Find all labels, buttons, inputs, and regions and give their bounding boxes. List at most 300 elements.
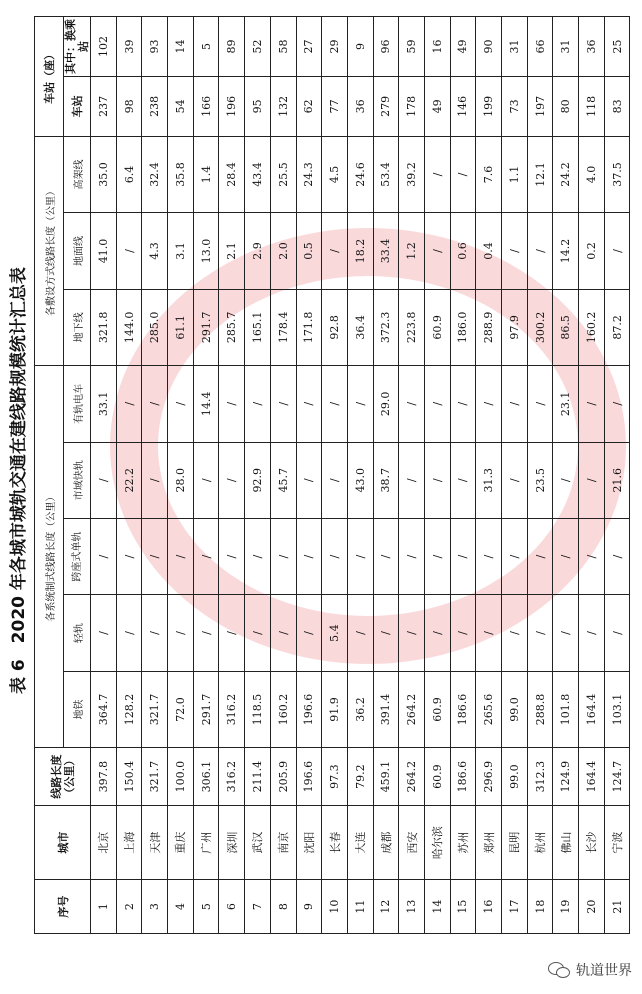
cell-suburban: 31.3 <box>476 442 502 518</box>
cell-metro: 118.5 <box>245 671 271 747</box>
cell-stations: 98 <box>116 76 142 136</box>
table-row <box>450 17 476 934</box>
header-stations: 车站 <box>64 76 91 136</box>
cell-metro: 128.2 <box>116 671 142 747</box>
cell-stations: 197 <box>527 76 553 136</box>
cell-elevated: 53.4 <box>373 136 399 212</box>
cell-suburban: 92.9 <box>245 442 271 518</box>
header-transfer: 其中：换乘站 <box>64 17 91 77</box>
cell-seq: 4 <box>168 880 194 934</box>
cell-line-length: 321.7 <box>142 748 168 806</box>
cell-line-length: 150.4 <box>116 748 142 806</box>
cell-elevated: 32.4 <box>142 136 168 212</box>
cell-light-rail: / <box>347 595 373 671</box>
cell-light-rail: / <box>399 595 425 671</box>
cell-stations: 95 <box>245 76 271 136</box>
cell-metro: 103.1 <box>604 671 630 747</box>
table-row <box>142 17 168 934</box>
cell-stations: 73 <box>502 76 528 136</box>
cell-metro: 60.9 <box>424 671 450 747</box>
table-row <box>347 17 373 934</box>
cell-tram: / <box>270 366 296 442</box>
cell-metro: 72.0 <box>168 671 194 747</box>
cell-light-rail: / <box>91 595 117 671</box>
cell-light-rail: / <box>245 595 271 671</box>
cell-transfer: 39 <box>116 17 142 77</box>
cell-line-length: 186.6 <box>450 748 476 806</box>
cell-city: 宁波 <box>604 805 630 879</box>
header-station-group: 车站（座） <box>35 17 64 137</box>
cell-transfer: 25 <box>604 17 630 77</box>
cell-monorail: / <box>322 518 348 594</box>
cell-metro: 291.7 <box>193 671 219 747</box>
cell-at-grade: 1.2 <box>399 213 425 289</box>
header-light-rail: 轻轨 <box>64 595 91 671</box>
cell-underground: 160.2 <box>579 289 605 365</box>
footer-brand <box>548 960 632 980</box>
cell-transfer: 89 <box>219 17 245 77</box>
cell-metro: 91.9 <box>322 671 348 747</box>
cell-monorail: / <box>116 518 142 594</box>
header-underground: 地下线 <box>64 289 91 365</box>
cell-stations: 54 <box>168 76 194 136</box>
cell-metro: 36.2 <box>347 671 373 747</box>
cell-seq: 8 <box>270 880 296 934</box>
cell-metro: 101.8 <box>553 671 579 747</box>
cell-tram: / <box>399 366 425 442</box>
cell-city: 西安 <box>399 805 425 879</box>
cell-tram: / <box>579 366 605 442</box>
cell-elevated: 39.2 <box>399 136 425 212</box>
header-at-grade: 地面线 <box>64 213 91 289</box>
cell-metro: 160.2 <box>270 671 296 747</box>
cell-stations: 118 <box>579 76 605 136</box>
table-row <box>604 17 630 934</box>
cell-city: 重庆 <box>168 805 194 879</box>
header-monorail: 跨座式单轨 <box>64 518 91 594</box>
cell-seq: 21 <box>604 880 630 934</box>
cell-elevated: 35.8 <box>168 136 194 212</box>
cell-monorail: / <box>553 518 579 594</box>
cell-light-rail: / <box>553 595 579 671</box>
cell-monorail: / <box>193 518 219 594</box>
cell-underground: 288.9 <box>476 289 502 365</box>
cell-underground: 186.0 <box>450 289 476 365</box>
cell-metro: 186.6 <box>450 671 476 747</box>
cell-stations: 49 <box>424 76 450 136</box>
cell-stations: 77 <box>322 76 348 136</box>
header-suburban: 市域快轨 <box>64 442 91 518</box>
table-row <box>476 17 502 934</box>
cell-suburban: 22.2 <box>116 442 142 518</box>
cell-metro: 196.6 <box>296 671 322 747</box>
cell-stations: 237 <box>91 76 117 136</box>
cell-light-rail: / <box>142 595 168 671</box>
cell-city: 长沙 <box>579 805 605 879</box>
cell-transfer: 5 <box>193 17 219 77</box>
cell-elevated: 25.5 <box>270 136 296 212</box>
cell-transfer: 16 <box>424 17 450 77</box>
cell-tram: / <box>142 366 168 442</box>
cell-stations: 196 <box>219 76 245 136</box>
cell-transfer: 90 <box>476 17 502 77</box>
cell-stations: 166 <box>193 76 219 136</box>
cell-at-grade: 0.6 <box>450 213 476 289</box>
cell-light-rail: / <box>476 595 502 671</box>
cell-stations: 146 <box>450 76 476 136</box>
cell-transfer: 52 <box>245 17 271 77</box>
cell-city: 郑州 <box>476 805 502 879</box>
table-row <box>553 17 579 934</box>
header-city: 城市 <box>35 805 91 879</box>
cell-line-length: 196.6 <box>296 748 322 806</box>
cell-monorail: / <box>399 518 425 594</box>
cell-light-rail: / <box>193 595 219 671</box>
cell-suburban: 38.7 <box>373 442 399 518</box>
cell-elevated: 24.6 <box>347 136 373 212</box>
table-row <box>116 17 142 934</box>
cell-seq: 15 <box>450 880 476 934</box>
cell-suburban: / <box>219 442 245 518</box>
table-row <box>296 17 322 934</box>
header-tram: 有轨电车 <box>64 366 91 442</box>
cell-line-length: 264.2 <box>399 748 425 806</box>
cell-stations: 62 <box>296 76 322 136</box>
cell-suburban: 28.0 <box>168 442 194 518</box>
cell-seq: 20 <box>579 880 605 934</box>
cell-tram: / <box>527 366 553 442</box>
cell-stations: 178 <box>399 76 425 136</box>
cell-tram: / <box>450 366 476 442</box>
table-row <box>502 17 528 934</box>
cell-at-grade: 2.9 <box>245 213 271 289</box>
cell-line-length: 164.4 <box>579 748 605 806</box>
cell-city: 天津 <box>142 805 168 879</box>
cell-monorail: / <box>527 518 553 594</box>
cell-underground: 165.1 <box>245 289 271 365</box>
cell-underground: 61.1 <box>168 289 194 365</box>
cell-underground: 223.8 <box>399 289 425 365</box>
cell-underground: 285.0 <box>142 289 168 365</box>
cell-transfer: 31 <box>502 17 528 77</box>
cell-city: 上海 <box>116 805 142 879</box>
cell-underground: 321.8 <box>91 289 117 365</box>
table-row <box>399 17 425 934</box>
cell-monorail: / <box>424 518 450 594</box>
cell-tram: / <box>245 366 271 442</box>
cell-city: 昆明 <box>502 805 528 879</box>
cell-line-length: 97.3 <box>322 748 348 806</box>
cell-tram: / <box>322 366 348 442</box>
cell-metro: 99.0 <box>502 671 528 747</box>
cell-at-grade: 0.4 <box>476 213 502 289</box>
cell-stations: 199 <box>476 76 502 136</box>
cell-at-grade: / <box>322 213 348 289</box>
cell-seq: 16 <box>476 880 502 934</box>
cell-seq: 9 <box>296 880 322 934</box>
cell-at-grade: 41.0 <box>91 213 117 289</box>
cell-at-grade: 18.2 <box>347 213 373 289</box>
cell-city: 广州 <box>193 805 219 879</box>
cell-underground: 171.8 <box>296 289 322 365</box>
cell-suburban: / <box>142 442 168 518</box>
cell-tram: / <box>476 366 502 442</box>
header-elevated: 高架线 <box>64 136 91 212</box>
cell-metro: 264.2 <box>399 671 425 747</box>
cell-line-length: 459.1 <box>373 748 399 806</box>
cell-suburban: 43.0 <box>347 442 373 518</box>
cell-suburban: / <box>193 442 219 518</box>
cell-metro: 265.6 <box>476 671 502 747</box>
cell-stations: 80 <box>553 76 579 136</box>
cell-at-grade: 0.5 <box>296 213 322 289</box>
cell-line-length: 397.8 <box>91 748 117 806</box>
cell-light-rail: / <box>219 595 245 671</box>
cell-at-grade: 13.0 <box>193 213 219 289</box>
cell-tram: / <box>502 366 528 442</box>
cell-transfer: 14 <box>168 17 194 77</box>
cell-tram: / <box>219 366 245 442</box>
cell-monorail: / <box>219 518 245 594</box>
cell-line-length: 99.0 <box>502 748 528 806</box>
cell-light-rail: / <box>527 595 553 671</box>
table-row <box>424 17 450 934</box>
table-title <box>4 267 29 694</box>
cell-seq: 13 <box>399 880 425 934</box>
cell-underground: 60.9 <box>424 289 450 365</box>
cell-seq: 14 <box>424 880 450 934</box>
cell-light-rail: / <box>579 595 605 671</box>
cell-elevated: 12.1 <box>527 136 553 212</box>
cell-city: 武汉 <box>245 805 271 879</box>
cell-city: 哈尔滨 <box>424 805 450 879</box>
cell-at-grade: / <box>502 213 528 289</box>
cell-suburban: / <box>296 442 322 518</box>
cell-transfer: 58 <box>270 17 296 77</box>
cell-monorail: / <box>142 518 168 594</box>
cell-suburban: / <box>424 442 450 518</box>
cell-at-grade: 14.2 <box>553 213 579 289</box>
cell-light-rail: / <box>296 595 322 671</box>
cell-metro: 364.7 <box>91 671 117 747</box>
cell-elevated: 6.4 <box>116 136 142 212</box>
cell-at-grade: 0.2 <box>579 213 605 289</box>
cell-city: 南京 <box>270 805 296 879</box>
cell-underground: 97.9 <box>502 289 528 365</box>
cell-suburban: 21.6 <box>604 442 630 518</box>
cell-seq: 12 <box>373 880 399 934</box>
table-row <box>579 17 605 934</box>
cell-seq: 2 <box>116 880 142 934</box>
cell-seq: 11 <box>347 880 373 934</box>
cell-stations: 279 <box>373 76 399 136</box>
cell-seq: 6 <box>219 880 245 934</box>
cell-underground: 291.7 <box>193 289 219 365</box>
cell-monorail: / <box>373 518 399 594</box>
cell-stations: 36 <box>347 76 373 136</box>
cell-tram: / <box>347 366 373 442</box>
cell-stations: 238 <box>142 76 168 136</box>
cell-monorail: / <box>168 518 194 594</box>
cell-metro: 391.4 <box>373 671 399 747</box>
cell-tram: / <box>116 366 142 442</box>
cell-underground: 285.7 <box>219 289 245 365</box>
cell-underground: 372.3 <box>373 289 399 365</box>
cell-elevated: 37.5 <box>604 136 630 212</box>
table-row <box>91 17 117 934</box>
cell-at-grade: 2.1 <box>219 213 245 289</box>
cell-city: 佛山 <box>553 805 579 879</box>
cell-elevated: 28.4 <box>219 136 245 212</box>
cell-transfer: 27 <box>296 17 322 77</box>
cell-line-length: 316.2 <box>219 748 245 806</box>
table-body <box>91 17 630 934</box>
cell-tram: 14.4 <box>193 366 219 442</box>
cell-transfer: 36 <box>579 17 605 77</box>
header-metro: 地铁 <box>64 671 91 747</box>
cell-city: 深圳 <box>219 805 245 879</box>
cell-transfer: 66 <box>527 17 553 77</box>
cell-city: 北京 <box>91 805 117 879</box>
cell-suburban: / <box>553 442 579 518</box>
cell-suburban: / <box>91 442 117 518</box>
cell-tram: 29.0 <box>373 366 399 442</box>
cell-tram: / <box>296 366 322 442</box>
footer-brand-text: 轨道世界 <box>576 963 632 979</box>
cell-seq: 3 <box>142 880 168 934</box>
cell-transfer: 49 <box>450 17 476 77</box>
cell-light-rail: / <box>450 595 476 671</box>
cell-underground: 87.2 <box>604 289 630 365</box>
cell-suburban: / <box>579 442 605 518</box>
cell-city: 长春 <box>322 805 348 879</box>
cell-elevated: 1.4 <box>193 136 219 212</box>
cell-seq: 18 <box>527 880 553 934</box>
cell-transfer: 29 <box>322 17 348 77</box>
header-laying-group: 各敷设方式线路长度（公里） <box>35 136 64 365</box>
cell-monorail: / <box>604 518 630 594</box>
cell-tram: 23.1 <box>553 366 579 442</box>
cell-light-rail: / <box>116 595 142 671</box>
cell-suburban: / <box>502 442 528 518</box>
cell-light-rail: / <box>424 595 450 671</box>
cell-stations: 132 <box>270 76 296 136</box>
cell-elevated: 43.4 <box>245 136 271 212</box>
header-seq: 序号 <box>35 880 91 934</box>
cell-monorail: / <box>579 518 605 594</box>
table-row <box>322 17 348 934</box>
cell-monorail: / <box>296 518 322 594</box>
cell-underground: 300.2 <box>527 289 553 365</box>
cell-monorail: / <box>245 518 271 594</box>
cell-elevated: 24.2 <box>553 136 579 212</box>
cell-at-grade: 3.1 <box>168 213 194 289</box>
cell-metro: 164.4 <box>579 671 605 747</box>
cell-at-grade: 4.3 <box>142 213 168 289</box>
header-line-length: 线路长度（公里） <box>35 748 91 806</box>
cell-elevated: 24.3 <box>296 136 322 212</box>
cell-line-length: 79.2 <box>347 748 373 806</box>
cell-suburban: / <box>450 442 476 518</box>
cell-light-rail: / <box>604 595 630 671</box>
cell-transfer: 93 <box>142 17 168 77</box>
cell-city: 苏州 <box>450 805 476 879</box>
cell-seq: 7 <box>245 880 271 934</box>
cell-stations: 83 <box>604 76 630 136</box>
cell-elevated: 35.0 <box>91 136 117 212</box>
cell-city: 大连 <box>347 805 373 879</box>
cell-light-rail: / <box>502 595 528 671</box>
table-row <box>193 17 219 934</box>
cell-city: 成都 <box>373 805 399 879</box>
cell-suburban: / <box>322 442 348 518</box>
cell-line-length: 100.0 <box>168 748 194 806</box>
cell-monorail: / <box>347 518 373 594</box>
cell-at-grade: / <box>116 213 142 289</box>
cell-line-length: 312.3 <box>527 748 553 806</box>
cell-metro: 316.2 <box>219 671 245 747</box>
cell-light-rail: / <box>373 595 399 671</box>
cell-tram: 33.1 <box>91 366 117 442</box>
cell-line-length: 296.9 <box>476 748 502 806</box>
cell-metro: 288.8 <box>527 671 553 747</box>
cell-tram: / <box>424 366 450 442</box>
cell-suburban: 45.7 <box>270 442 296 518</box>
cell-line-length: 60.9 <box>424 748 450 806</box>
cell-seq: 19 <box>553 880 579 934</box>
cell-at-grade: / <box>527 213 553 289</box>
cell-monorail: / <box>450 518 476 594</box>
cell-elevated: / <box>424 136 450 212</box>
cell-suburban: 23.5 <box>527 442 553 518</box>
cell-monorail: / <box>476 518 502 594</box>
cell-city: 沈阳 <box>296 805 322 879</box>
cell-monorail: / <box>91 518 117 594</box>
table-row <box>245 17 271 934</box>
table-row <box>219 17 245 934</box>
cell-seq: 5 <box>193 880 219 934</box>
cell-underground: 178.4 <box>270 289 296 365</box>
cell-transfer: 9 <box>347 17 373 77</box>
cell-seq: 1 <box>91 880 117 934</box>
cell-line-length: 124.7 <box>604 748 630 806</box>
cell-tram: / <box>168 366 194 442</box>
cell-elevated: / <box>450 136 476 212</box>
cell-seq: 10 <box>322 880 348 934</box>
cell-transfer: 96 <box>373 17 399 77</box>
table-row <box>527 17 553 934</box>
table-row <box>168 17 194 934</box>
cell-underground: 36.4 <box>347 289 373 365</box>
cell-elevated: 1.1 <box>502 136 528 212</box>
cell-at-grade: / <box>604 213 630 289</box>
cell-elevated: 7.6 <box>476 136 502 212</box>
table-title-text: 2020 年各城市城轨交通在建线路规模统计汇总表 <box>9 267 29 644</box>
cell-seq: 17 <box>502 880 528 934</box>
table-row <box>270 17 296 934</box>
cell-at-grade: / <box>424 213 450 289</box>
city-rail-table <box>34 16 630 934</box>
cell-underground: 144.0 <box>116 289 142 365</box>
table-row <box>373 17 399 934</box>
cell-light-rail: 5.4 <box>322 595 348 671</box>
cell-monorail: / <box>502 518 528 594</box>
cell-line-length: 211.4 <box>245 748 271 806</box>
cell-underground: 92.8 <box>322 289 348 365</box>
cell-tram: / <box>604 366 630 442</box>
wechat-icon <box>548 962 570 978</box>
cell-underground: 86.5 <box>553 289 579 365</box>
